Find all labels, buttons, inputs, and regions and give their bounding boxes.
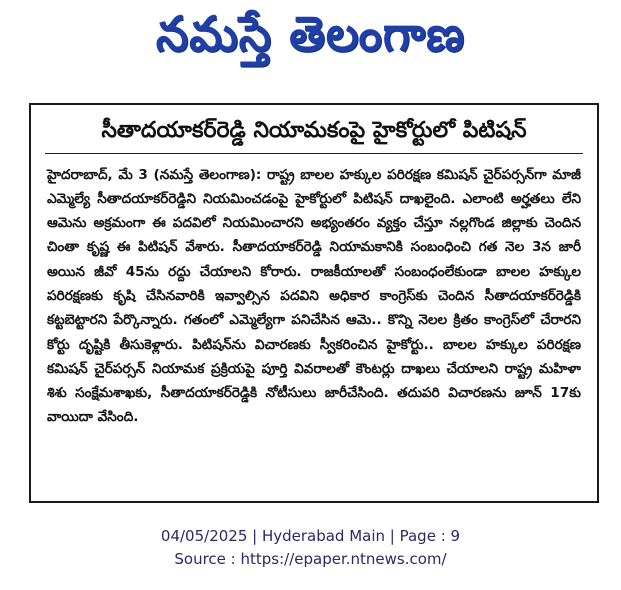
masthead [0,0,621,80]
source-link[interactable]: Source : https://epaper.ntnews.com/ [174,550,447,568]
article-clipping [29,103,599,503]
article-body: హైదరాబాద్, మే 3 (నమస్తే తెలంగాణ): రాష్ట్ర బాలల హక్కుల పరిరక్షణ కమిషన్ చైర్‌పర్సన్‌గా మాజీ ఎమ్మెల్యే సీతాదయాకర్‌రెడ్డిని నియమించడంపై హైకోర్టులో పిటిషన్ దాఖలైంది. ఎలాంటి అర్హతలు లేని ఆమెను అక్రమంగా ఈ పదవిలో నియమించారని అభ్యంతరం వ్యక్తం చేస్తూ నల్లగొండ జిల్లాకు చెందిన చింతా కృష్ణ ఈ పిటిషన్ వేశారు. సీతాదయాకర్‌రెడ్డి నియామకానికి సంబంధించి గత నెల 3న జారీ అయిన జీవో 45ను రద్దు చేయాలని కోరారు. రాజకీయాలతో సంబంధంలేకుండా బాలల హక్కుల పరిరక్షణకు కృషి చేసినవారికి ఇవ్వాల్సిన పదవిని అధికార కాంగ్రెస్‌కు చెందిన సీతాదయాకర్‌రెడ్డికి కట్టబెట్టారని పేర్కొన్నారు. గతంలో ఎమ్మెల్యేగా పనిచేసిన ఆమె.. కొన్ని నెలల క్రితం కాంగ్రెస్‌లో చేరారని కోర్టు దృష్టికి తీసుకెళ్లారు. పిటిషన్‌ను విచారణకు స్వీకరించిన హైకోర్టు.. బాలల హక్కుల పరిరక్షణ కమిషన్ చైర్‌పర్సన్ నియామక ప్రక్రియపై పూర్తి వివరాలతో కౌంటర్లు దాఖలు చేయాలని రాష్ట్ర మహిళా శిశు సంక్షేమశాఖకు, సీతాదయాకర్‌రెడ్డికి నోటీసులు జారీచేసింది. తదుపరి విచారణను జూన్ 17కు వాయిదా వేసింది. [47,166,581,426]
article-headline: సీతాదయాకర్‌రెడ్డి నియామకంపై హైకోర్టులో పిటిషన్ [45,117,583,154]
edition-info: 04/05/2025 | Hyderabad Main | Page : 9 [160,527,461,545]
newspaper-logo: నమస్తే తెలంగాణ [155,5,466,63]
